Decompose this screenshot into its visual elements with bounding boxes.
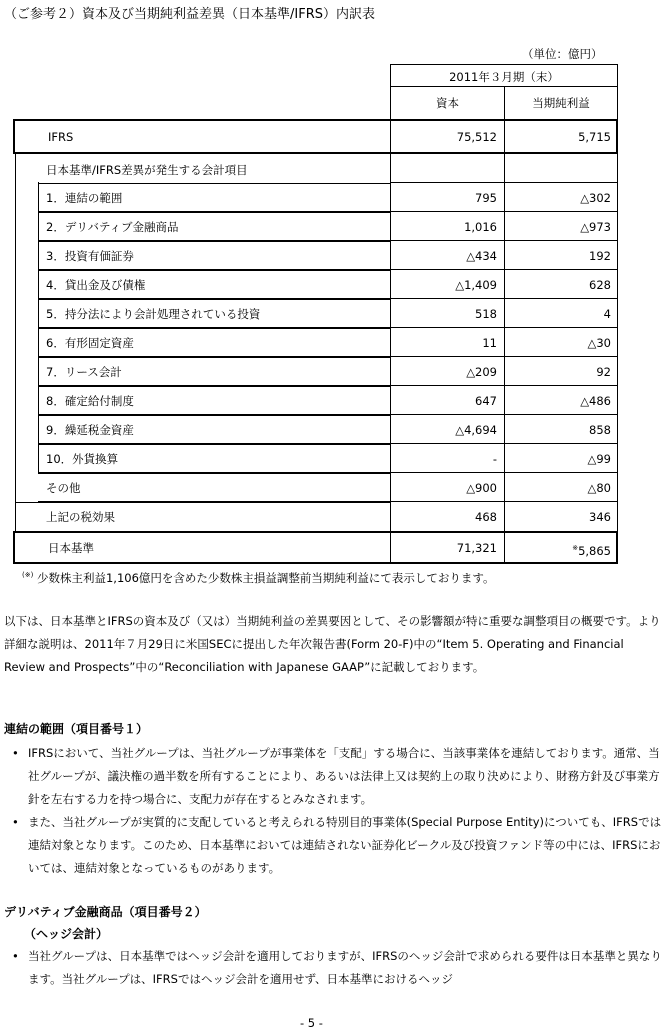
row-top-line <box>38 357 391 358</box>
period-header: 2011年３月期（末） <box>449 70 559 84</box>
item-net-income-value: 192 <box>589 249 611 263</box>
bullet-dot-icon: • <box>12 815 19 829</box>
row-top-line <box>38 212 391 213</box>
item-label: 9．繰延税金資産 <box>46 423 134 437</box>
net-income-header: 当期純利益 <box>532 96 590 110</box>
subheading-hedge-accounting: （ヘッジ会計） <box>24 927 109 941</box>
page-title: （ご参考２）資本及び当期純利益差異（日本基準/IFRS）内訳表 <box>4 7 375 22</box>
footnote-marker: (※) <box>22 571 34 580</box>
item-label: 7．リース会計 <box>46 365 122 379</box>
item-net-income-value: 858 <box>589 423 611 437</box>
section-heading-derivatives: デリバティブ金融商品（項目番号２） <box>4 905 207 919</box>
row-top-line <box>38 386 391 387</box>
bullet-dot-icon: • <box>12 949 19 963</box>
japan-net-income-value <box>505 541 611 558</box>
item-net-income-value: 346 <box>589 510 611 524</box>
intro-paragraph: 以下は、日本基準とIFRSの資本及び（又は）当期純利益の差異要因として、その影響額が特に重要な調整項目の概要です。より詳細な説明は、2011年７月29日に米国SECに提出した年次報告書(Form 20-F)中の“Item 5. Operating and Financial Review and Prospects”中の“Reconciliation with Japanese GAAP”に記載しております。 <box>4 614 661 674</box>
bullet-dot-icon: • <box>12 746 19 760</box>
item-label: 10．外貨換算 <box>46 452 119 466</box>
item-capital-value: △1,409 <box>455 278 497 292</box>
item-net-income-value: △30 <box>587 336 611 350</box>
footnote-text: 少数株主利益1,106億円を含めた少数株主損益調整前当期純利益にて表示しております。 <box>36 571 495 585</box>
row-top-line <box>38 270 391 271</box>
item-capital-value: △900 <box>466 481 497 495</box>
japan-capital-value: 71,321 <box>456 541 497 555</box>
bullet-text: 当社グループは、日本基準ではヘッジ会計を適用しておりますが、IFRSのヘッジ会計で求められる要件は日本基準と異なります。当社グループは、IFRSではヘッジ会計を適用せず、日本基準におけるヘッジ <box>28 949 662 986</box>
item-capital-value: 647 <box>475 394 497 408</box>
item-label: 5．持分法により会計処理されている投資 <box>46 307 261 321</box>
row-top-line <box>38 444 391 445</box>
bullet-consolidation-1 <box>4 742 668 812</box>
item-capital-value: △4,694 <box>455 423 497 437</box>
ifrs-net-income-value: 5,715 <box>578 130 611 144</box>
item-capital-value: △209 <box>466 365 497 379</box>
item-net-income-value: △80 <box>587 481 611 495</box>
page-number: - 5 - <box>300 1016 323 1030</box>
japan-row-label: 日本基準 <box>48 541 94 555</box>
item-net-income-value: △486 <box>580 394 611 408</box>
item-net-income-value: 92 <box>596 365 611 379</box>
bullet-consolidation-2 <box>4 811 668 881</box>
bullet-text: また、当社グループが実質的に支配していると考えられる特別目的事業体(Special Purpose Entity)についても、IFRSでは連結対象となります。このため、日本基準においては連結されない証券化ビークル及び投資ファンド等の中には、IFRSにおいては、連結対象となっているものがあります。 <box>28 815 662 875</box>
ifrs-capital-value: 75,512 <box>456 130 497 144</box>
item-label: 2．デリバティブ金融商品 <box>46 220 179 234</box>
row-top-line <box>38 328 391 329</box>
row-top-line <box>38 415 391 416</box>
footnote <box>22 570 494 586</box>
item-capital-value: 518 <box>475 307 497 321</box>
row-top-line <box>38 241 391 242</box>
item-net-income-value: 628 <box>589 278 611 292</box>
row-top-line <box>38 299 391 300</box>
item-label: 4．貸出金及び債権 <box>46 278 146 292</box>
item-label: 上記の税効果 <box>46 510 115 524</box>
item-capital-value: 11 <box>482 336 497 350</box>
bullet-derivatives-1 <box>4 945 668 993</box>
item-capital-value: 468 <box>475 510 497 524</box>
capital-header: 資本 <box>436 96 459 110</box>
item-capital-value: 1,016 <box>464 220 497 234</box>
unit-label: （単位：億円） <box>522 47 603 61</box>
ifrs-row-label: IFRS <box>48 130 74 144</box>
item-net-income-value: △302 <box>580 191 611 205</box>
row-top-line <box>38 183 391 184</box>
section-heading-consolidation: 連結の範囲（項目番号１） <box>4 722 149 736</box>
row-top-line <box>38 502 391 503</box>
item-label: その他 <box>46 481 81 495</box>
row-divider <box>15 502 39 503</box>
item-label: 6．有形固定資産 <box>46 336 134 350</box>
bullet-text: IFRSにおいて、当社グループは、当社グループが事業体を「支配」する場合に、当該事業体を連結しております。通常、当社グループが、議決権の過半数を所有することにより、あるいは法律上又は契約上の取り決めにより、財務方針及び事業方針を左右する力を持つ場合に、支配力が存在するとみなされます。 <box>28 746 660 806</box>
section-label: 日本基準/IFRS差異が発生する会計項目 <box>46 163 248 177</box>
item-net-income-value: △99 <box>587 452 611 466</box>
japan-net-income-number: 5,865 <box>578 544 611 558</box>
item-net-income-value: △973 <box>580 220 611 234</box>
item-capital-value: △434 <box>466 249 497 263</box>
item-label: 3．投資有価証券 <box>46 249 134 263</box>
item-net-income-value: 4 <box>603 307 611 321</box>
item-capital-value: - <box>492 452 497 466</box>
item-capital-value: 795 <box>475 191 497 205</box>
row-top-line <box>38 473 391 474</box>
item-label: 1．連結の範囲 <box>46 191 123 205</box>
footnote-mark: ※ <box>572 544 579 552</box>
item-label: 8．確定給付制度 <box>46 394 134 408</box>
